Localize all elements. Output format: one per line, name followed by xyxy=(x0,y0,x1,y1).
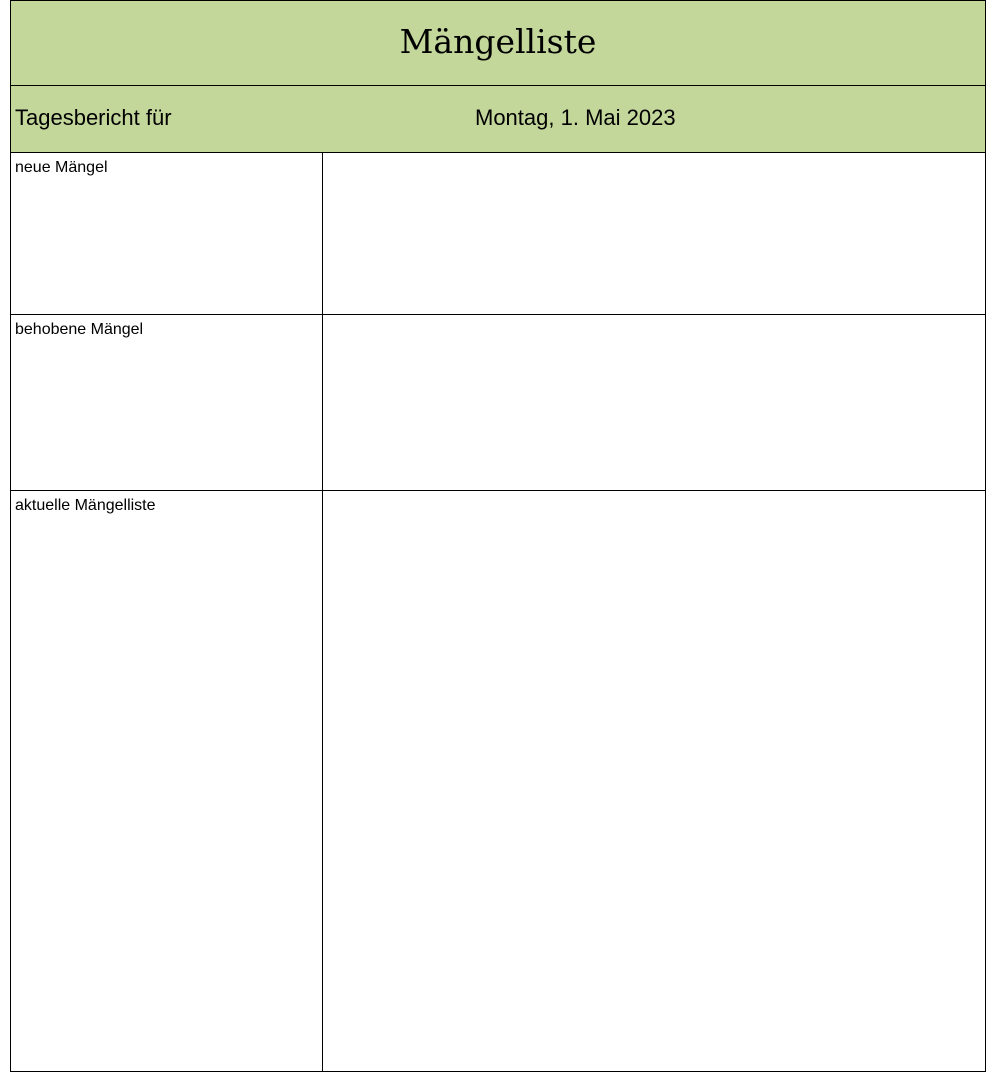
document-title: Mängelliste xyxy=(399,21,597,61)
current-defect-list-row xyxy=(11,491,985,1071)
resolved-defects-row xyxy=(11,315,985,491)
resolved-defects-field[interactable] xyxy=(322,315,985,490)
new-defects-field[interactable] xyxy=(322,153,985,314)
daily-report-row xyxy=(11,86,985,153)
resolved-defects-label: behobene Mängel xyxy=(15,321,144,338)
current-defect-list-label: aktuelle Mängelliste xyxy=(15,497,156,514)
current-defect-list-field[interactable] xyxy=(322,491,985,1071)
new-defects-label: neue Mängel xyxy=(15,159,108,176)
defect-list-sheet xyxy=(10,0,986,1072)
new-defects-row xyxy=(11,153,985,315)
report-date[interactable]: Montag, 1. Mai 2023 xyxy=(475,105,676,130)
daily-report-label: Tagesbericht für xyxy=(15,105,172,130)
title-cell xyxy=(11,1,985,86)
